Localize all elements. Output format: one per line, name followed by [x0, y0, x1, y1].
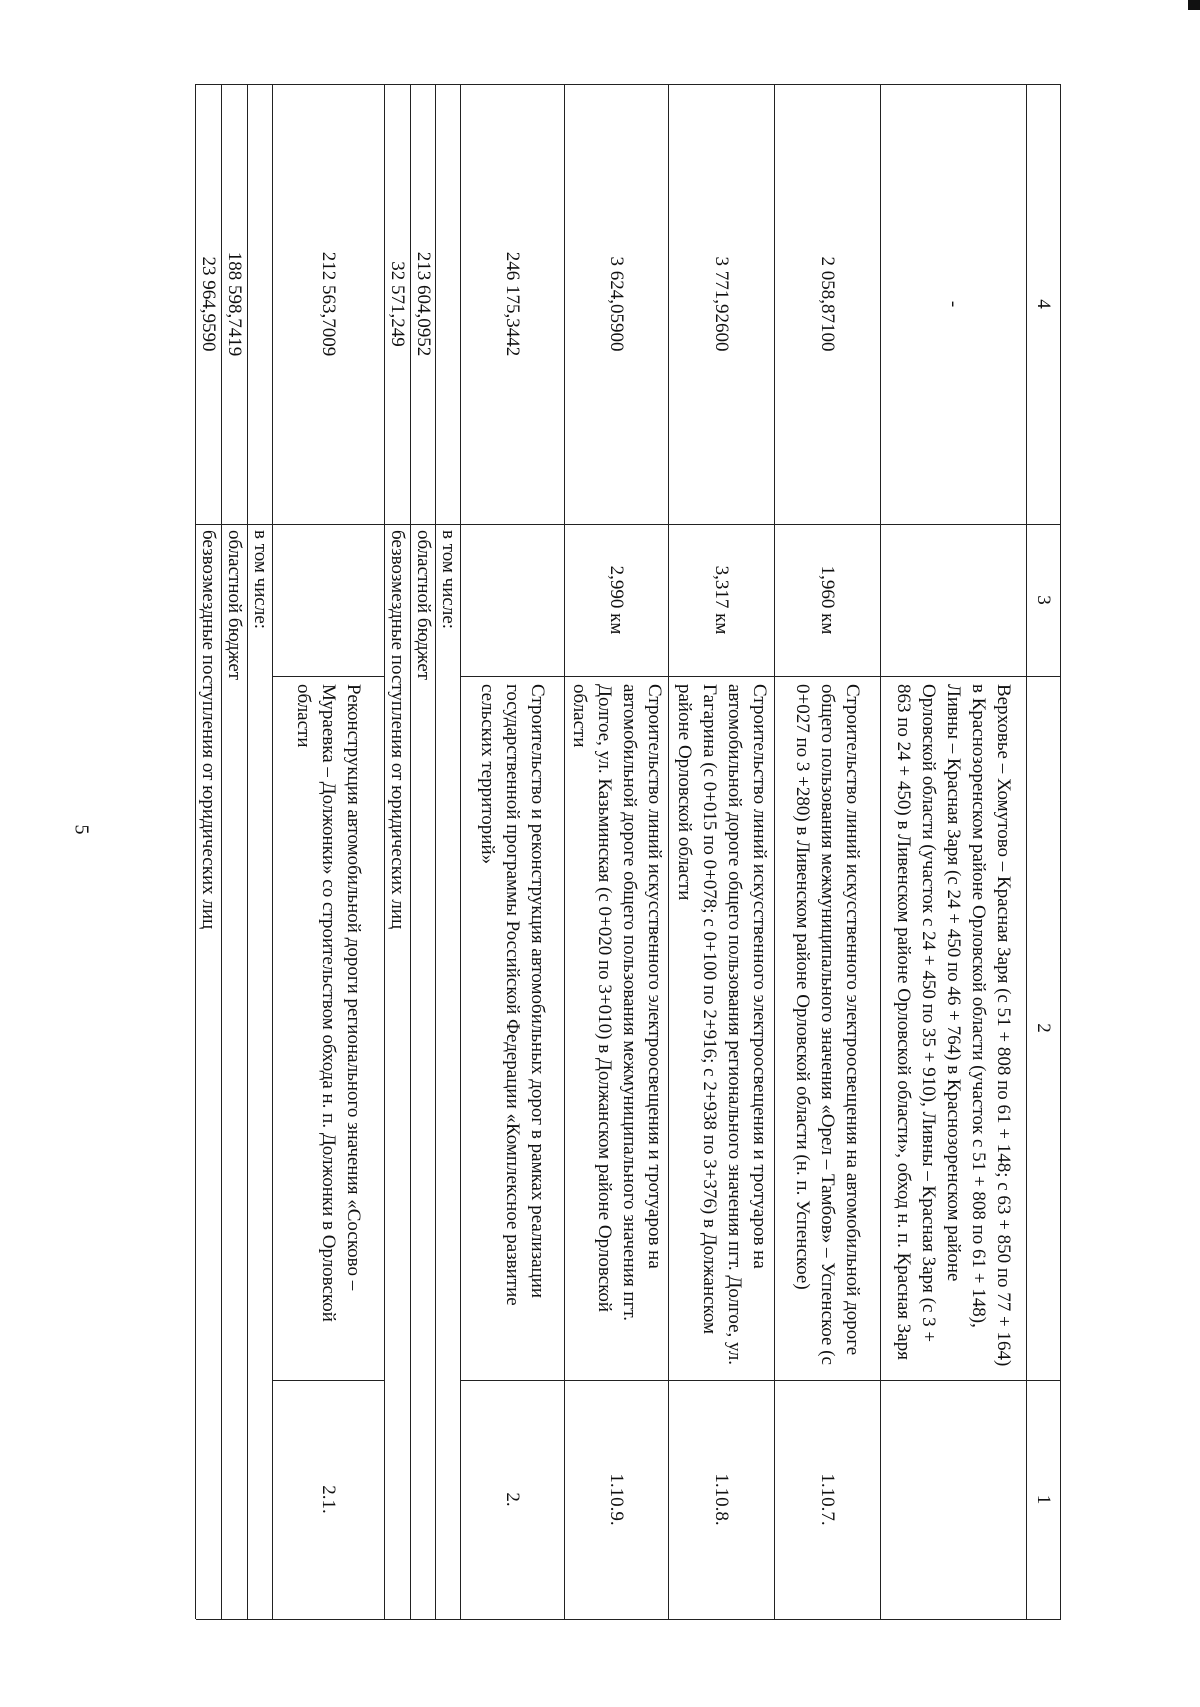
- row-description: Реконструкция автомобильной дороги регионального значения «Сосково – Мураевка – Должонки» со строительством обхода н. п. Должонки в Орловской области: [293, 684, 365, 1322]
- row-description: Строительство линий искусственного электроосвещения и тротуаров на автомобильной дороге общего пользования межмуниципального значения пгт. Долгое, ул. Казьминская (с 0+020 по 3+010) в Должанском районе Орловской области: [569, 684, 665, 1322]
- row-value: 212 563,7009: [318, 251, 340, 357]
- row-description: Строительство и реконструкция автомобильных дорог в рамках реализации государственной программы Российской Федерации «Комплексное развитие сельских территорий»: [477, 684, 549, 1306]
- subtotal-line-label: областной бюджет: [224, 530, 246, 681]
- subtotal-line-value: 213 604,0952: [413, 251, 434, 357]
- row-value: 246 175,3442: [502, 251, 524, 357]
- row-number: 1.10.8.: [711, 1473, 733, 1526]
- subtotal-line-label: безвозмездные поступления от юридических лиц: [198, 530, 220, 930]
- row-description: Строительство линий искусственного электроосвещения и тротуаров на автомобильной дороге общего пользования регионального значения пгт. Долгое, ул. Гагарина (с 0+015 по 0+078; с 0+100 по 2+916; с 2+938 по 3+376) в Должанском районе Орловской области: [674, 684, 770, 1365]
- row-number: 1.10.9.: [606, 1473, 628, 1526]
- row-measure: [881, 524, 1027, 676]
- row-measure: 3,317 км: [711, 565, 733, 635]
- row-number: 2.: [502, 1492, 524, 1507]
- row-measure: [461, 524, 565, 676]
- budget-table: [118, 84, 1061, 1619]
- row-description: Строительство линий искусственного электроосвещения на автомобильной дороге общего пользования межмуниципального значения «Орел – Тамбов» – Успенское (с 0+027 по 3 +280) в Ливенском районе Орловской области (н. п. Успенское): [792, 684, 864, 1365]
- row-number: 1.10.7.: [817, 1473, 839, 1526]
- subtotal-line-label: областной бюджет: [413, 530, 434, 681]
- header-col-3: 3: [1033, 595, 1055, 605]
- edge-mark: [1188, 0, 1200, 10]
- subtotal-label: в том числе:: [438, 530, 459, 630]
- row-value: 3 624,05900: [606, 256, 628, 352]
- subtotal-line-value: 23 964,9590: [198, 256, 220, 352]
- row-number: [881, 1380, 1027, 1619]
- page-number: 5: [70, 824, 93, 835]
- row-description: Верховье – Хомутово – Красная Заря (с 51 + 808 по 61 + 148; с 63 + 850 по 77 + 164) в Краснозоренском районе Орловской области (участок с 51 + 808 по 61 + 148), Ливны – Красная Заря (с 24 + 450 по 46 + 764) в Краснозоренском районе Орловской области (участок с 24 + 450 по 35 + 910), Ливны – Красная Заря (с 3 + 863 по 24 + 450) в Ливенском районе Орловской области», обход н. п. Красная Заря: [893, 684, 1015, 1367]
- row-value: 2 058,87100: [817, 256, 839, 352]
- table-border-right: [196, 1619, 1061, 1620]
- subtotal-line-value: 32 571,249: [387, 261, 409, 347]
- row-measure: 2,990 км: [606, 565, 628, 635]
- row-value: 3 771,92600: [711, 256, 733, 352]
- row-number: 2.1.: [318, 1485, 340, 1514]
- row-value: -: [943, 300, 965, 308]
- header-col-2: 2: [1033, 1023, 1055, 1033]
- header-col-4: 4: [1033, 299, 1055, 309]
- header-col-1: 1: [1033, 1494, 1055, 1505]
- row-measure: [273, 524, 385, 676]
- subtotal-line-label: безвозмездные поступления от юридических лиц: [387, 530, 409, 930]
- row-measure: 1,960 км: [817, 565, 839, 635]
- subtotal-line-value: 188 598,7419: [224, 251, 246, 357]
- subtotal-label: в том числе:: [250, 530, 271, 630]
